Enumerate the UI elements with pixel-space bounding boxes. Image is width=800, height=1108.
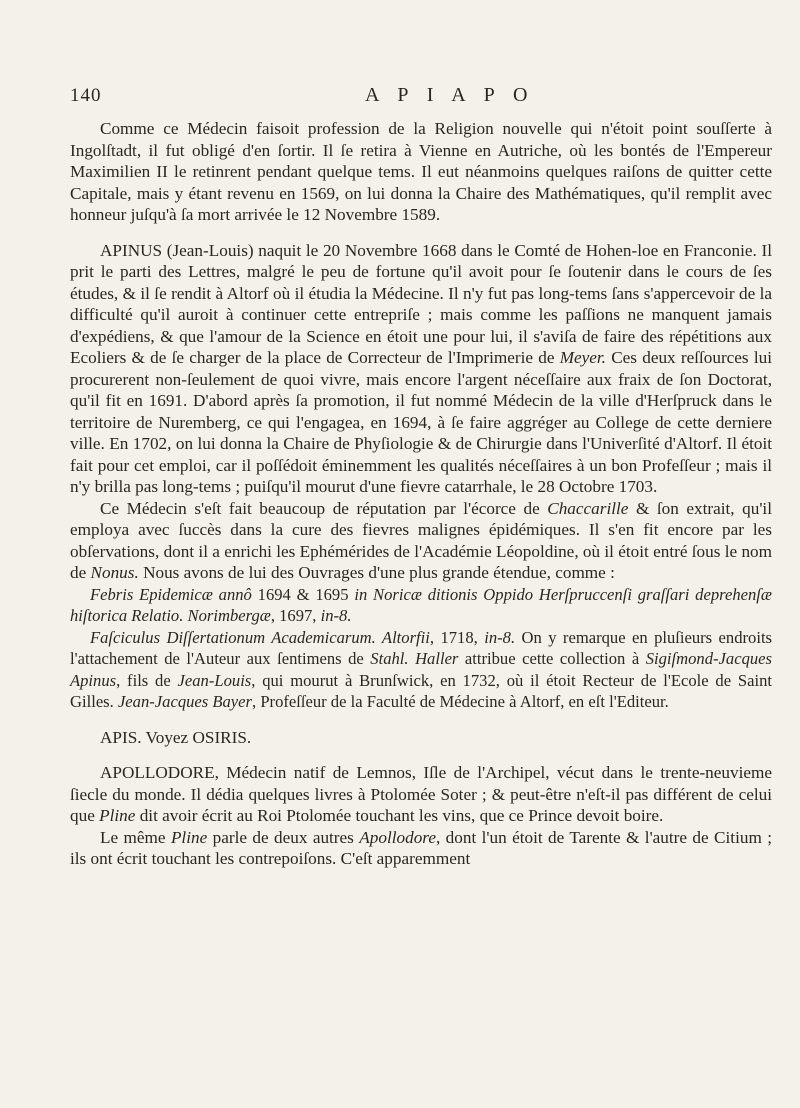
running-head: A P I A P O [365, 84, 535, 106]
apinus-paragraph-2: Ce Médecin s'eſt fait beaucoup de réputation par l'écorce de Chaccarille & ſon extrait, qu'il employa avec ſuccès dans la cure des fievres malignes épidémiques. Il s'en fit encore par les obſervations, dont il a enrichi les Ephémérides de l'Académie Léopoldine, où il étoit entré ſous le nom de Nonus. Nous avons de lui des Ouvrages d'une plus grande étendue, comme : [70, 498, 772, 582]
page-number: 140 [70, 85, 102, 106]
work-entry-2: Faſciculus Diſſertationum Academicarum. Altorfii, 1718, in-8. On y remarque en pluſieurs endroits l'attachement de l'Auteur aux ſentimens de Stahl. Haller attribue cette collection à Sigiſmond-Jacques Apinus, fils de Jean-Louis, qui mourut à Brunſwick, en 1732, où il étoit Recteur de l'Ecole de Saint Gilles. Jean-Jacques Bayer, Profeſſeur de la Faculté de Médecine à Altorf, en eſt l'Editeur. [70, 627, 773, 711]
paragraph-continuation [70, 118, 772, 226]
entry-apinus [70, 240, 772, 713]
paragraph-text: Comme ce Médecin faisoit profession de la Religion nouvelle qui n'étoit point souſſerte à Ingolſtadt, il fut obligé d'en ſortir. Il ſe retira à Vienne en Autriche, où les bontés de l'Empereur Maximilien II le retinrent pendant quelque tems. Il eut néanmoins quelques raiſons de quitter cette Capitale, mais y étant revenu en 1569, on lui donna la Chaire des Mathématiques, qu'il remplit avec honneur juſqu'à ſa mort arrivée le 12 Novembre 1589. [70, 119, 772, 224]
page-header [70, 84, 772, 118]
entry-apis [70, 727, 772, 749]
apollodore-paragraph-2: Le même Pline parle de deux autres Apollodore, dont l'un étoit de Tarente & l'autre de Citium ; ils ont écrit touchant les contrepoiſons. C'eſt apparemment [70, 827, 772, 868]
apinus-paragraph-1: APINUS (Jean-Louis) naquit le 20 Novembre 1668 dans le Comté de Hohen-loe en Franconie. Il prit le parti des Lettres, malgré le peu de fortune qu'il avoit pour ſe ſoutenir dans le cours de ſes études, & il ſe rendit à Altorf où il étudia la Médecine. Il n'y fut pas long-tems ſans s'appercevoir de la difficulté qu'il auroit à continuer cette entrepriſe ; mais comme les paſſions ne manquent jamais d'expédiens, & que l'amour de la Science en étoit une pour lui, il s'aviſa de faire des répétitions aux Ecoliers & de ſe charger de la place de Correcteur de l'Imprimerie de Meyer. Ces deux reſſources lui procurerent non-ſeulement de quoi vivre, mais encore l'argent néceſſaire aux fraix de ſon Doctorat, qu'il fit en 1691. D'abord après ſa promotion, il fut nommé Médecin de la ville d'Herſpruck dans le territoire de Nuremberg, ce qui l'engagea, en 1694, à ſe faire aggréger au College de cette derniere ville. En 1702, on lui donna la Chaire de Phyſiologie & de Chirurgie dans l'Univerſité d'Altorf. Il étoit fait pour cet emploi, car il poſſédoit éminemment les qualités néceſſaires à un bon Profeſſeur ; mais il n'y brilla pas long-tems ; puiſqu'il mourut d'une fievre catarrhale, le 28 Octobre 1703. [70, 240, 772, 496]
work-entry-1: Febris Epidemicæ annô 1694 & 1695 in Noricæ ditionis Oppido Herſpruccenſi graſſari deprehenſæ hiſtorica Relatio. Norimbergæ, 1697, in-8. [70, 584, 772, 625]
entry-apollodore [70, 762, 772, 870]
apollodore-paragraph-1: APOLLODORE, Médecin natif de Lemnos, Iſle de l'Archipel, vécut dans le trente-neuvieme ſiecle du monde. Il dédia quelques livres à Ptolomée Soter ; & peut-être n'eſt-il pas différent de celui que Pline dit avoir écrit au Roi Ptolomée touchant les vins, que ce Prince devoit boire. [70, 763, 772, 825]
apis-line: APIS. Voyez OSIRIS. [100, 727, 252, 747]
